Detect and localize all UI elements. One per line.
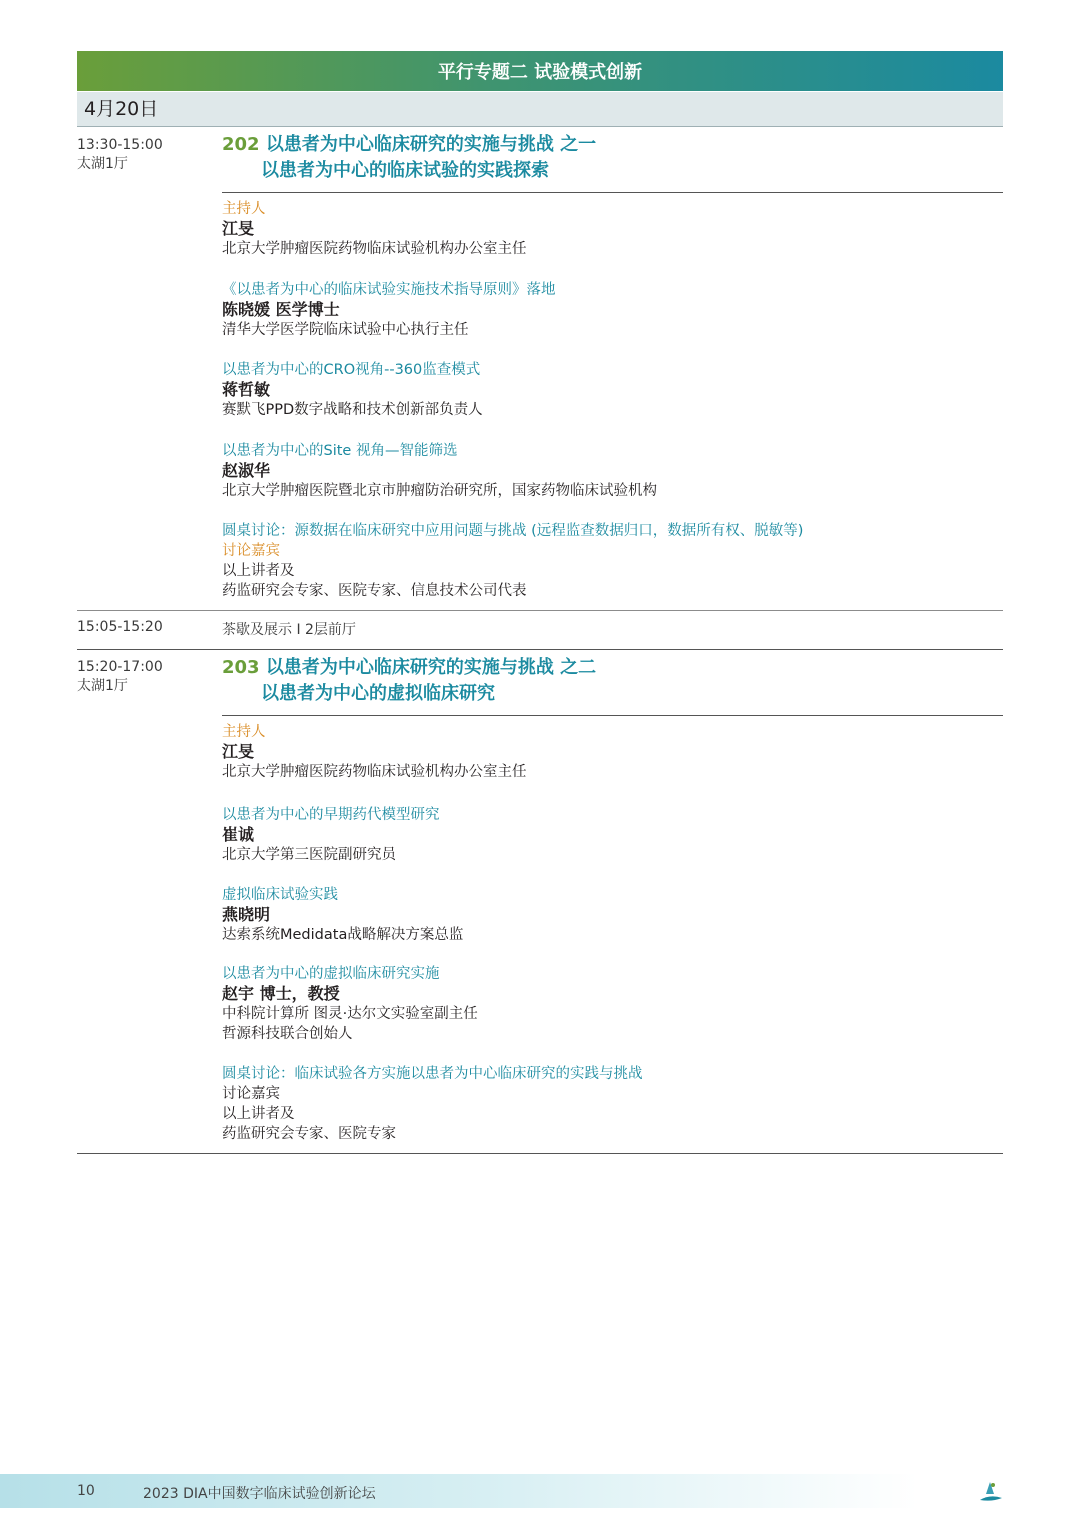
speaker-affiliation: 达索系统Medidata战略解决方案总监 <box>222 927 464 943</box>
guest-label: 讨论嘉宾 <box>222 543 280 559</box>
talk-1 <box>222 280 556 340</box>
divider <box>222 715 1003 716</box>
panel-block <box>222 1064 643 1144</box>
talk-2 <box>222 360 483 420</box>
divider <box>77 1153 1003 1154</box>
footer-title: 2023 DIA中国数字临床试验创新论坛 <box>143 1486 376 1502</box>
speaker-affiliation: 赛默飞PPD数字战略和技术创新部负责人 <box>222 402 483 418</box>
divider <box>222 192 1003 193</box>
speaker-affiliation: 中科院计算所 图灵·达尔文实验室副主任 <box>222 1006 478 1022</box>
guest-line: 以上讲者及 <box>222 563 295 579</box>
break-info: 茶歇及展示 Ι 2层前厅 <box>222 622 356 638</box>
talk-title: 虚拟临床试验实践 <box>222 887 338 903</box>
section-banner: 平行专题二 试验模式创新 <box>77 51 1003 91</box>
host-block <box>222 199 527 259</box>
talk-3 <box>222 441 657 501</box>
host-affiliation: 北京大学肿瘤医院药物临床试验机构办公室主任 <box>222 764 527 780</box>
date-header: 4月20日 <box>77 92 1003 127</box>
speaker-name: 赵宇 博士，教授 <box>222 984 340 1003</box>
panel-title: 圆桌讨论：源数据在临床研究中应用问题与挑战 (远程监查数据归口，数据所有权、脱敏等) <box>222 523 804 539</box>
session-203-title <box>222 655 596 707</box>
speaker-name: 陈晓媛 医学博士 <box>222 300 340 319</box>
speaker-name: 蒋哲敏 <box>222 380 271 399</box>
panel-block <box>222 521 803 601</box>
speaker-affiliation: 清华大学医学院临床试验中心执行主任 <box>222 322 469 338</box>
break-time: 15:05-15:20 <box>77 619 163 635</box>
host-block <box>222 722 527 782</box>
talk-3 <box>222 964 478 1044</box>
host-label: 主持人 <box>222 201 266 217</box>
session-203-time <box>77 658 163 696</box>
talk-title: 以患者为中心的CRO视角--360监查模式 <box>222 362 481 378</box>
title-line-1: 以患者为中心临床研究的实施与挑战 之二 <box>259 657 597 678</box>
session-number: 203 <box>222 657 260 678</box>
speaker-affiliation: 北京大学肿瘤医院暨北京市肿瘤防治研究所，国家药物临床试验机构 <box>222 483 657 499</box>
talk-title: 《以患者为中心的临床试验实施技术指导原则》落地 <box>222 282 556 298</box>
panel-title: 圆桌讨论：临床试验各方实施以患者为中心临床研究的实践与挑战 <box>222 1066 643 1082</box>
divider <box>77 610 1003 611</box>
title-line-2: 以患者为中心的临床试验的实践探索 <box>261 160 549 181</box>
host-name: 江旻 <box>222 742 255 761</box>
talk-title: 以患者为中心的早期药代模型研究 <box>222 807 440 823</box>
host-name: 江旻 <box>222 219 255 238</box>
guest-label: 讨论嘉宾 <box>222 1086 280 1102</box>
speaker-name: 燕晓明 <box>222 905 271 924</box>
session-202-time <box>77 136 163 174</box>
talk-title: 以患者为中心的虚拟临床研究实施 <box>222 966 440 982</box>
room: 太湖1厅 <box>77 678 128 694</box>
host-label: 主持人 <box>222 724 266 740</box>
room: 太湖1厅 <box>77 156 128 172</box>
dia-logo-icon <box>976 1478 1004 1506</box>
talk-2 <box>222 885 463 945</box>
speaker-affiliation: 哲源科技联合创始人 <box>222 1026 353 1042</box>
page-number: 10 <box>77 1483 95 1499</box>
talk-1 <box>222 805 440 865</box>
talk-title: 以患者为中心的Site 视角—智能筛选 <box>222 443 458 459</box>
speaker-name: 赵淑华 <box>222 461 271 480</box>
guest-line: 药监研究会专家、医院专家 <box>222 1126 396 1142</box>
divider <box>77 649 1003 650</box>
speaker-name: 崔诚 <box>222 825 255 844</box>
time-range: 15:20-17:00 <box>77 659 163 675</box>
guest-line: 以上讲者及 <box>222 1106 295 1122</box>
session-202-title <box>222 132 596 184</box>
time-range: 13:30-15:00 <box>77 137 163 153</box>
title-line-2: 以患者为中心的虚拟临床研究 <box>261 683 495 704</box>
title-line-1: 以患者为中心临床研究的实施与挑战 之一 <box>259 134 597 155</box>
speaker-affiliation: 北京大学第三医院副研究员 <box>222 847 396 863</box>
page-footer <box>0 1474 1080 1508</box>
host-affiliation: 北京大学肿瘤医院药物临床试验机构办公室主任 <box>222 241 527 257</box>
session-number: 202 <box>222 134 260 155</box>
guest-line: 药监研究会专家、医院专家、信息技术公司代表 <box>222 583 527 599</box>
